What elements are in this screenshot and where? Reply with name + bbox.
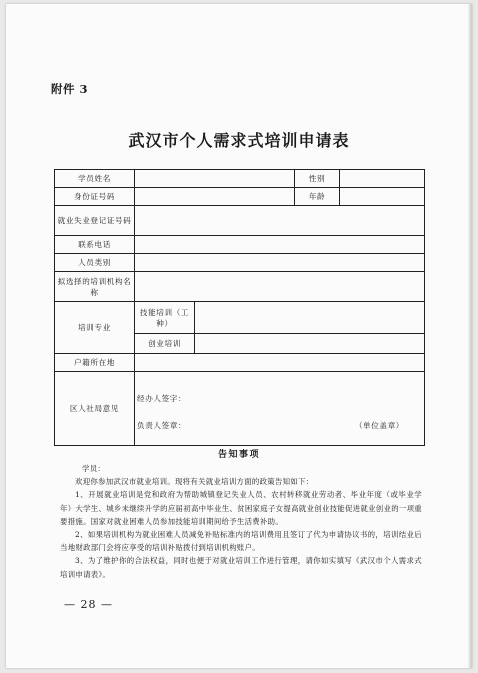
- application-form-table: [54, 169, 425, 446]
- form-title: 武汉市个人需求式培训申请表: [128, 131, 350, 150]
- id-number-label: 身份证号码: [55, 188, 135, 206]
- household-label: 户籍所在地: [55, 354, 135, 372]
- employment-registration-field[interactable]: [135, 206, 425, 236]
- household-field[interactable]: [135, 354, 425, 372]
- institution-field[interactable]: [135, 272, 425, 302]
- startup-training-label: 创业培训: [135, 334, 195, 354]
- student-name-label: 学员姓名: [55, 170, 135, 188]
- employment-registration-label: 就业失业登记证号码: [55, 206, 135, 236]
- document-page: [6, 4, 472, 668]
- notice-greeting: 学员：: [82, 464, 106, 473]
- skill-training-field[interactable]: [195, 302, 425, 334]
- startup-training-field[interactable]: [195, 334, 425, 354]
- age-field[interactable]: [340, 188, 425, 206]
- phone-field[interactable]: [135, 236, 425, 254]
- gender-field[interactable]: [340, 170, 425, 188]
- student-name-field[interactable]: [135, 170, 295, 188]
- district-opinion-label: 区人社局意见: [55, 372, 135, 446]
- skill-training-label: 技能培训（工种）: [135, 302, 195, 334]
- notice-title: 告知事项: [217, 450, 260, 460]
- person-type-label: 人员类别: [55, 254, 135, 272]
- handler-sign-label: 经办人签字：: [137, 394, 187, 403]
- institution-label: 拟选择的培训机构名称: [55, 272, 135, 302]
- notice-intro: 欢迎你参加武汉市就业培训。现将有关就业培训方面的政策告知如下：: [75, 477, 314, 487]
- id-number-field[interactable]: [135, 188, 295, 206]
- district-opinion-field[interactable]: [135, 372, 425, 446]
- notice-body: [60, 462, 422, 581]
- notice-item-3: 3、为了维护你的合法权益，同时也便于对就业培训工作进行管理，请你如实填写《武汉市个人需求式培训申请表》。: [60, 556, 422, 579]
- major-label: 培训专业: [55, 302, 135, 354]
- notice-item-1: 1、开展就业培训是党和政府为帮助城镇登记失业人员、农村转移就业劳动者、毕业年度（或毕业学年）大学生、城乡未继续升学的应届初高中毕业生、贫困家庭子女提高就业创业技能促进就业创业的一项重要措施。国家对就业困难人员参加技能培训期间给予生活费补助。: [60, 490, 422, 526]
- seal-label: （单位盖章）: [354, 421, 405, 430]
- page-number: — 28 —: [64, 598, 113, 611]
- leader-sign-label: 负责人签章：: [137, 421, 187, 430]
- person-type-field[interactable]: [135, 254, 425, 272]
- gender-label: 性别: [295, 170, 340, 188]
- attachment-label: 附件 3: [51, 82, 89, 96]
- page-edge-shadow: [468, 4, 472, 668]
- notice-item-2: 2、如果培训机构为就业困难人员减免补贴标准内的培训费用且签订了代为申请协议书的，培训结业后当地财政部门会将应享受的培训补贴拨付到培训机构账户。: [60, 530, 422, 553]
- phone-label: 联系电话: [55, 236, 135, 254]
- age-label: 年龄: [295, 188, 340, 206]
